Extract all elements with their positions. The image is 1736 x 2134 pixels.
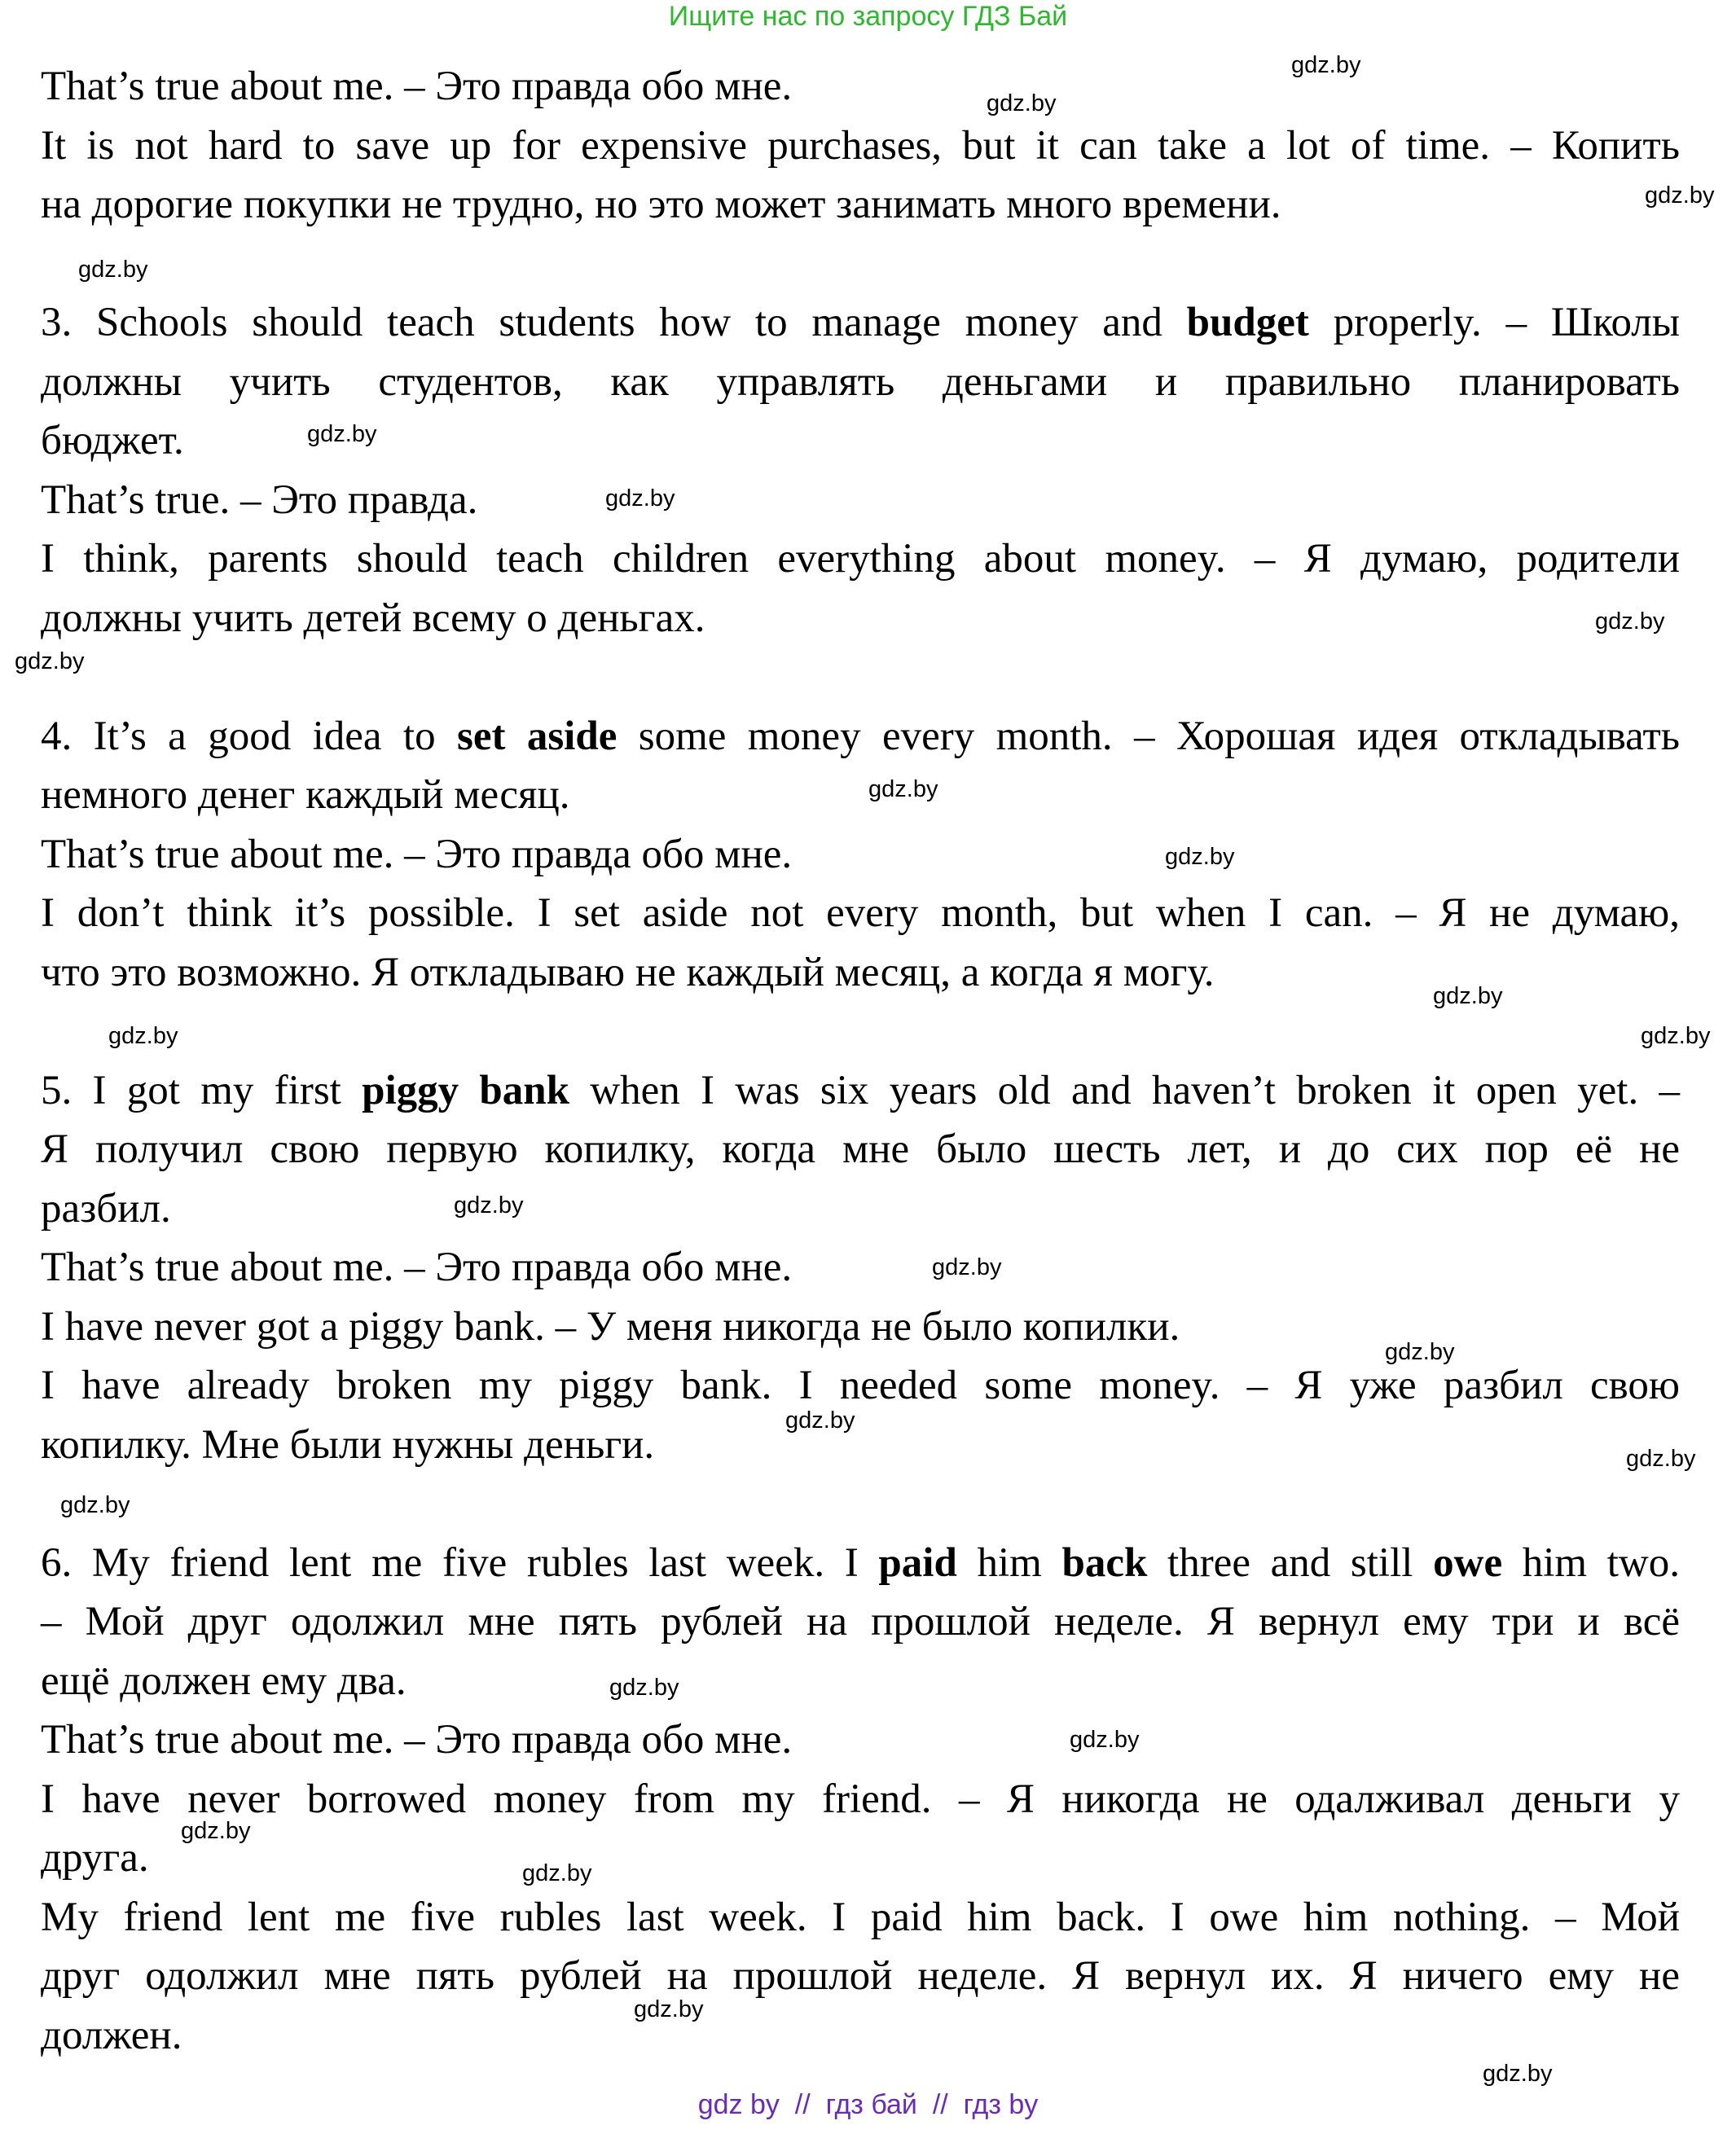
watermark: gdz.by bbox=[1645, 182, 1715, 209]
text-line bbox=[41, 175, 1680, 235]
text-line bbox=[41, 411, 1680, 471]
text-segment: должны учить детей всему о деньгах. bbox=[41, 595, 705, 641]
text-line bbox=[41, 1888, 1680, 1947]
vocab-term: back bbox=[1061, 1539, 1148, 1586]
text-segment: на дорогие покупки не трудно, но это может занимать много времени. bbox=[41, 182, 1281, 227]
text-segment: That’s true about me. – Это правда обо мне. bbox=[41, 64, 793, 109]
header-banner: Ищите нас по запросу ГДЗ Бай bbox=[668, 1, 1068, 32]
footer-links: gdz by // гдз бай // гдз by bbox=[697, 2089, 1039, 2120]
watermark: gdz.by bbox=[1641, 1023, 1711, 1049]
watermark: gdz.by bbox=[785, 1407, 855, 1434]
text-segment: 4. It’s a good idea to bbox=[41, 713, 457, 759]
text-segment: It is not hard to save up for expensive purchases, but it can take a lot of time. – Копить bbox=[41, 122, 1680, 169]
text-line bbox=[41, 707, 1680, 766]
text-line bbox=[41, 57, 1680, 116]
text-line bbox=[41, 1534, 1680, 1593]
text-segment: копилку. Мне были нужны деньги. bbox=[41, 1421, 655, 1468]
watermark: gdz.by bbox=[78, 257, 148, 283]
watermark: gdz.by bbox=[1070, 1727, 1140, 1753]
text-line bbox=[41, 1592, 1680, 1652]
document-body bbox=[41, 57, 1680, 2065]
watermark: gdz.by bbox=[868, 776, 938, 802]
text-segment: properly. – Школы bbox=[1308, 300, 1681, 345]
watermark: gdz.by bbox=[605, 485, 675, 512]
text-line bbox=[41, 116, 1680, 176]
text-line bbox=[41, 293, 1680, 353]
text-segment: разбил. bbox=[41, 1185, 171, 1232]
text-segment: I don’t think it’s possible. I set aside not every month, but when I can. – Я не думаю, bbox=[41, 890, 1680, 936]
text-line bbox=[41, 2006, 1680, 2066]
watermark: gdz.by bbox=[609, 1675, 679, 1701]
text-segment: when I was six years old and haven’t broken it open yet. – bbox=[569, 1067, 1680, 1113]
watermark: gdz.by bbox=[307, 421, 377, 447]
vocab-term: paid bbox=[878, 1539, 957, 1586]
watermark: gdz.by bbox=[454, 1192, 524, 1218]
text-segment: some money every month. – Хорошая идея откладывать bbox=[617, 713, 1680, 759]
text-segment: Я получил свою первую копилку, когда мне было шесть лет, и до сих пор её не bbox=[41, 1126, 1680, 1172]
text-line bbox=[41, 1652, 1680, 1711]
watermark: gdz.by bbox=[1165, 844, 1235, 870]
text-line bbox=[41, 1710, 1680, 1770]
watermark: gdz.by bbox=[522, 1860, 592, 1886]
text-line bbox=[41, 1770, 1680, 1829]
text-line bbox=[41, 471, 1680, 530]
text-segment: That’s true about me. – Это правда обо мне. bbox=[41, 1245, 793, 1290]
text-segment: 3. Schools should teach students how to manage money and bbox=[41, 300, 1187, 345]
watermark: gdz.by bbox=[1595, 608, 1665, 634]
watermark: gdz.by bbox=[987, 90, 1057, 116]
watermark: gdz.by bbox=[60, 1492, 130, 1518]
text-segment: him two. bbox=[1502, 1539, 1680, 1586]
paragraph-gap bbox=[41, 648, 1680, 707]
text-line bbox=[41, 529, 1680, 589]
watermark: gdz.by bbox=[1626, 1446, 1696, 1472]
text-line bbox=[41, 589, 1680, 648]
watermark: gdz.by bbox=[1291, 52, 1361, 78]
text-segment: I think, parents should teach children everything about money. – Я думаю, родители bbox=[41, 536, 1680, 582]
text-segment: I have never borrowed money from my friend. – Я никогда не одалживал деньги у bbox=[41, 1776, 1680, 1822]
text-line bbox=[41, 1238, 1680, 1298]
text-line bbox=[41, 825, 1680, 885]
text-segment: That’s true. – Это правда. bbox=[41, 476, 478, 523]
text-segment: ещё должен ему два. bbox=[41, 1658, 407, 1704]
text-segment: что это возможно. Я откладываю не каждый месяц, а когда я могу. bbox=[41, 949, 1215, 995]
text-segment: друг одолжил мне пять рублей на прошлой неделе. Я вернул их. Я ничего ему не bbox=[41, 1953, 1680, 1999]
text-line bbox=[41, 1120, 1680, 1179]
watermark: gdz.by bbox=[108, 1023, 178, 1049]
watermark: gdz.by bbox=[1385, 1339, 1455, 1365]
text-segment: 5. I got my first bbox=[41, 1067, 363, 1113]
watermark: gdz.by bbox=[1483, 2061, 1553, 2087]
watermark: gdz.by bbox=[932, 1254, 1002, 1280]
paragraph-gap bbox=[41, 235, 1680, 294]
text-line bbox=[41, 1829, 1680, 1888]
watermark: gdz.by bbox=[15, 648, 85, 674]
vocab-term: set aside bbox=[456, 713, 617, 759]
vocab-term: piggy bank bbox=[362, 1067, 570, 1113]
text-line bbox=[41, 1179, 1680, 1239]
text-line bbox=[41, 353, 1680, 412]
text-line bbox=[41, 1061, 1680, 1121]
text-segment: him bbox=[956, 1539, 1062, 1586]
text-segment: That’s true about me. – Это правда обо мне. bbox=[41, 1717, 793, 1763]
watermark: gdz.by bbox=[634, 1996, 704, 2022]
text-segment: должен. bbox=[41, 2012, 182, 2058]
paragraph-gap bbox=[41, 1002, 1680, 1061]
text-segment: друга. bbox=[41, 1835, 149, 1881]
text-line bbox=[41, 766, 1680, 825]
text-segment: I have already broken my piggy bank. I needed some money. – Я уже разбил свою bbox=[41, 1363, 1680, 1408]
watermark: gdz.by bbox=[181, 1818, 251, 1844]
text-segment: My friend lent me five rubles last week. I paid him back. I owe him nothing. – Мой bbox=[41, 1894, 1680, 1940]
vocab-term: owe bbox=[1433, 1539, 1503, 1586]
text-segment: немного денег каждый месяц. bbox=[41, 772, 570, 818]
text-segment: должны учить студентов, как управлять деньгами и правильно планировать bbox=[41, 358, 1680, 405]
text-line bbox=[41, 1416, 1680, 1475]
text-segment: I have never got a piggy bank. – У меня никогда не было копилки. bbox=[41, 1303, 1180, 1350]
text-segment: – Мой друг одолжил мне пять рублей на прошлой неделе. Я вернул ему три и всё bbox=[41, 1599, 1680, 1644]
text-segment: 6. My friend lent me five rubles last week. I bbox=[41, 1539, 879, 1586]
text-line bbox=[41, 1947, 1680, 2006]
paragraph-gap bbox=[41, 1474, 1680, 1534]
text-segment: three and still bbox=[1147, 1539, 1434, 1586]
text-line bbox=[41, 884, 1680, 943]
text-segment: бюджет. bbox=[41, 418, 184, 463]
text-segment: That’s true about me. – Это правда обо мне. bbox=[41, 831, 793, 877]
vocab-term: budget bbox=[1186, 300, 1309, 345]
watermark: gdz.by bbox=[1433, 983, 1503, 1009]
